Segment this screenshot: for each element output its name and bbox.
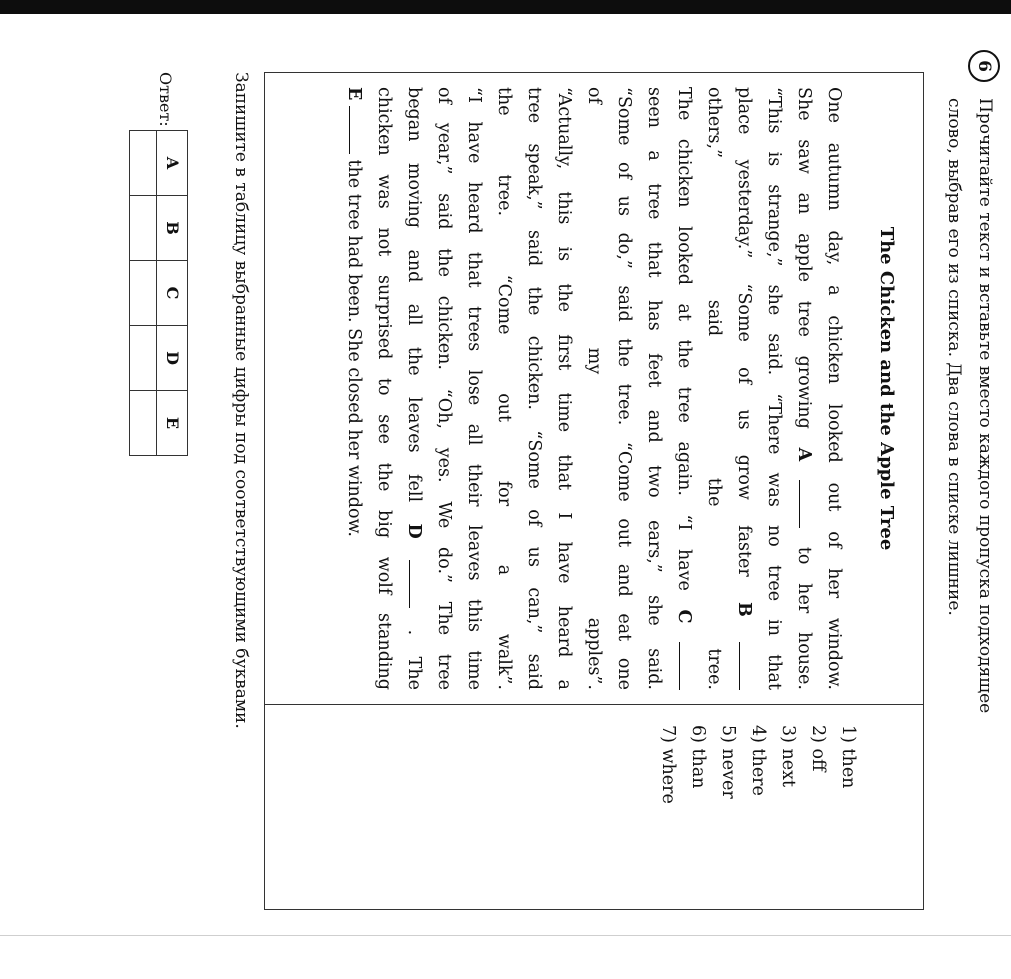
story-line — [609, 87, 639, 690]
option-item: 6) than — [688, 725, 708, 789]
option-item: 4) there — [748, 725, 768, 796]
answer-letter-cell: E — [157, 391, 188, 456]
answer-input-cell[interactable] — [130, 326, 157, 391]
answer-label: Ответ: — [156, 72, 175, 127]
story-line — [789, 87, 819, 690]
answer-input-cell[interactable] — [130, 261, 157, 326]
story-line — [819, 87, 849, 690]
story-line — [639, 87, 669, 690]
gap-letter: E — [344, 87, 364, 101]
story-text-segment: seen a tree that has feet and two ears,” she said. — [644, 87, 664, 690]
answer-letter-cell: D — [157, 326, 188, 391]
story-text-segment: chicken was not surprised to see the big wolf standing — [374, 87, 394, 690]
gap-blank[interactable] — [349, 106, 364, 154]
answer-input-cell[interactable] — [130, 131, 157, 196]
option-item: 5) never — [718, 725, 738, 799]
story-text-segment: others,” said the tree. — [704, 87, 724, 690]
answer-table — [129, 130, 188, 456]
story-line — [519, 87, 549, 690]
gap-blank[interactable] — [799, 480, 814, 528]
story-text-segment: One autumn day, a chicken looked out of her window. — [824, 87, 844, 690]
story-line — [489, 87, 519, 690]
answer-input-cell[interactable] — [130, 391, 157, 456]
gap-letter: A — [794, 447, 814, 462]
option-item: 1) then — [838, 725, 858, 789]
story-text — [339, 87, 849, 690]
instruction-line-2: слово, выбрав его из списка. Два слова в списке лишние. — [944, 98, 964, 616]
story-text-segment: place yesterday.” “Some of us grow faster — [734, 87, 754, 577]
answer-input-cell[interactable] — [130, 196, 157, 261]
story-line — [759, 87, 789, 690]
rotated-exam-page — [120, 30, 1000, 940]
top-black-bar — [0, 0, 1011, 14]
story-text-segment: to her house. — [794, 546, 814, 690]
gap-blank[interactable] — [739, 642, 754, 690]
story-title: The Chicken and the Apple Tree — [876, 226, 897, 551]
story-line — [669, 87, 699, 690]
story-text-segment: “I have heard that trees lose all their leaves this time — [464, 87, 484, 690]
story-text-segment: the tree had been. She closed her window. — [344, 159, 364, 537]
option-item: 3) next — [778, 725, 798, 788]
answer-letter-cell: B — [157, 196, 188, 261]
story-text-segment: began moving and all the leaves fell — [404, 87, 424, 503]
gap-blank[interactable] — [409, 560, 424, 608]
story-line — [459, 87, 489, 690]
story-text-segment: the tree. “Come out for a walk”. — [494, 87, 514, 690]
story-text-segment: She saw an apple tree growing — [794, 87, 814, 429]
story-column — [265, 73, 923, 705]
word-options-list — [265, 713, 923, 903]
task-instruction — [938, 98, 1000, 928]
answer-input-row — [130, 131, 157, 456]
story-line — [339, 87, 369, 690]
story-text-segment: The chicken looked at the tree again. “I have — [674, 87, 694, 591]
write-instruction: Запишите в таблицу выбранные цифры под соответствующими буквами. — [231, 72, 251, 729]
story-text-segment: “Some of us do,” said the tree. “Come out and eat one — [614, 87, 634, 690]
gap-letter: D — [404, 523, 424, 539]
gap-letter: C — [674, 609, 694, 624]
story-frame — [264, 72, 924, 910]
story-text-segment: “This is strange,” she said. “There was no tree in that — [764, 87, 784, 690]
story-text-segment: of year,” said the chicken. “Oh, yes. We do.” The tree — [434, 87, 454, 690]
story-line — [729, 87, 759, 690]
answer-letter-cell: C — [157, 261, 188, 326]
instruction-line-1: Прочитайте текст и вставьте вместо каждого пропуска подходящее — [975, 98, 995, 714]
story-line — [549, 87, 579, 690]
story-text-segment: tree speak,” said the chicken. “Some of us can,” said — [524, 87, 544, 690]
story-text-segment: . The — [404, 629, 424, 690]
task-number-badge: 6 — [968, 50, 1000, 82]
gap-blank[interactable] — [679, 642, 694, 690]
answer-letter-cell: A — [157, 131, 188, 196]
story-text-segment: “Actually, this is the first time that I have heard a — [554, 87, 574, 690]
story-line — [429, 87, 459, 690]
story-text-segment: of my apples”. — [584, 87, 604, 690]
story-line — [579, 87, 609, 690]
bottom-rule — [0, 935, 1011, 936]
story-line — [399, 87, 429, 690]
story-line — [369, 87, 399, 690]
answer-letters-row — [157, 131, 188, 456]
option-item: 2) off — [808, 725, 828, 772]
gap-letter: B — [734, 601, 754, 617]
option-item: 7) where — [658, 725, 678, 804]
story-line — [699, 87, 729, 690]
